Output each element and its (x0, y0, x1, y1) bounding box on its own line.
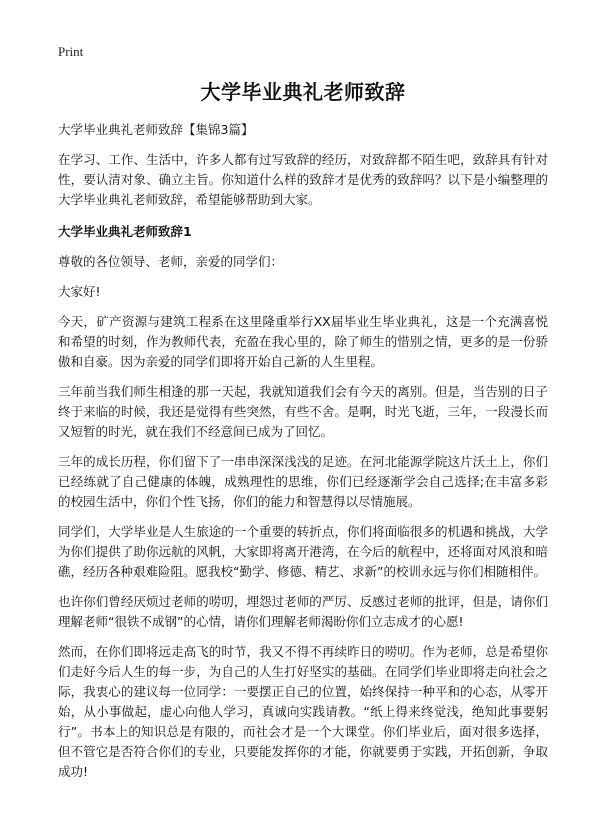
body-paragraph: 三年前当我们师生相逢的那一天起，我就知道我们会有今天的离别。但是，当告别的日子终于来临的时候，我还是觉得有些突然，有些不舍。是啊，时光飞逝，三年，一段漫长而又短暂的时光，就在我们不经意间已成为了回忆。 (58, 384, 548, 439)
document-subtitle: 大学毕业典礼老师致辞【集锦3篇】 (58, 122, 254, 137)
page-title: 大学毕业典礼老师致辞 (200, 80, 406, 104)
section-heading: 大学毕业典礼老师致辞1 (58, 224, 192, 239)
body-paragraph: 今天，矿产资源与建筑工程系在这里隆重举行XX届毕业生毕业典礼，这是一个充满喜悦和希望的时刻，作为教师代表，充盈在我心里的，除了师生的惜别之情，更多的是一份骄傲和自豪。因为亲爱的同学们即将开始自己新的人生里程。 (58, 314, 548, 369)
greeting-paragraph: 大家好! (58, 284, 101, 299)
print-link[interactable]: Print (58, 44, 84, 59)
salutation-paragraph: 尊敬的各位领导、老师，亲爱的同学们： (58, 254, 284, 269)
body-paragraph: 也许你们曾经厌烦过老师的唠叨，埋怨过老师的严厉、反感过老师的批评，但是，请你们理解老师“很铁不成钢”的心情，请你们理解老师渴盼你们立志成才的心愿! (58, 594, 548, 629)
body-paragraph: 三年的成长历程，你们留下了一串串深深浅浅的足迹。在河北能源学院这片沃土上，你们已经练就了自己健康的体魄，成熟理性的思维，你们已经逐渐学会自己选择;在丰富多彩的校园生活中，你们个性飞扬，你们的能力和智慧得以尽情施展。 (58, 454, 548, 509)
intro-paragraph: 在学习、工作、生活中，许多人都有过写致辞的经历，对致辞都不陌生吧，致辞具有针对性，要认清对象、确立主旨。你知道什么样的致辞才是优秀的致辞吗？以下是小编整理的大学毕业典礼老师致辞，希望能够帮助到大家。 (58, 152, 548, 207)
body-paragraph: 同学们，大学毕业是人生旅途的一个重要的转折点，你们将面临很多的机遇和挑战，大学为你们提供了助你远航的风帆，大家即将离开港湾，在今后的航程中，还将面对风浪和暗礁，经历各种艰难险阻。愿我校“勤学、修德、精艺、求新”的校训永远与你们相随相伴。 (58, 524, 548, 579)
body-paragraph: 然而，在你们即将远走高飞的时节，我又不得不再续昨日的唠叨。作为老师，总是希望你们走好今后人生的每一步，为自己的人生打好坚实的基础。在同学们毕业即将走向社会之际，我衷心的建议每一位同学：一要摆正自己的位置，始终保持一种平和的心态，从零开始，从小事做起，虚心向他人学习，真诚向实践请教。“纸上得来终觉浅，绝知此事要躬行”。书本上的知识总是有限的，而社会才是一个大课堂。你们毕业后，面对很多选择，但不管它是否符合你们的专业，只要能发挥你的才能，你就要勇于实践，开拓创新，争取成功! (58, 644, 548, 779)
